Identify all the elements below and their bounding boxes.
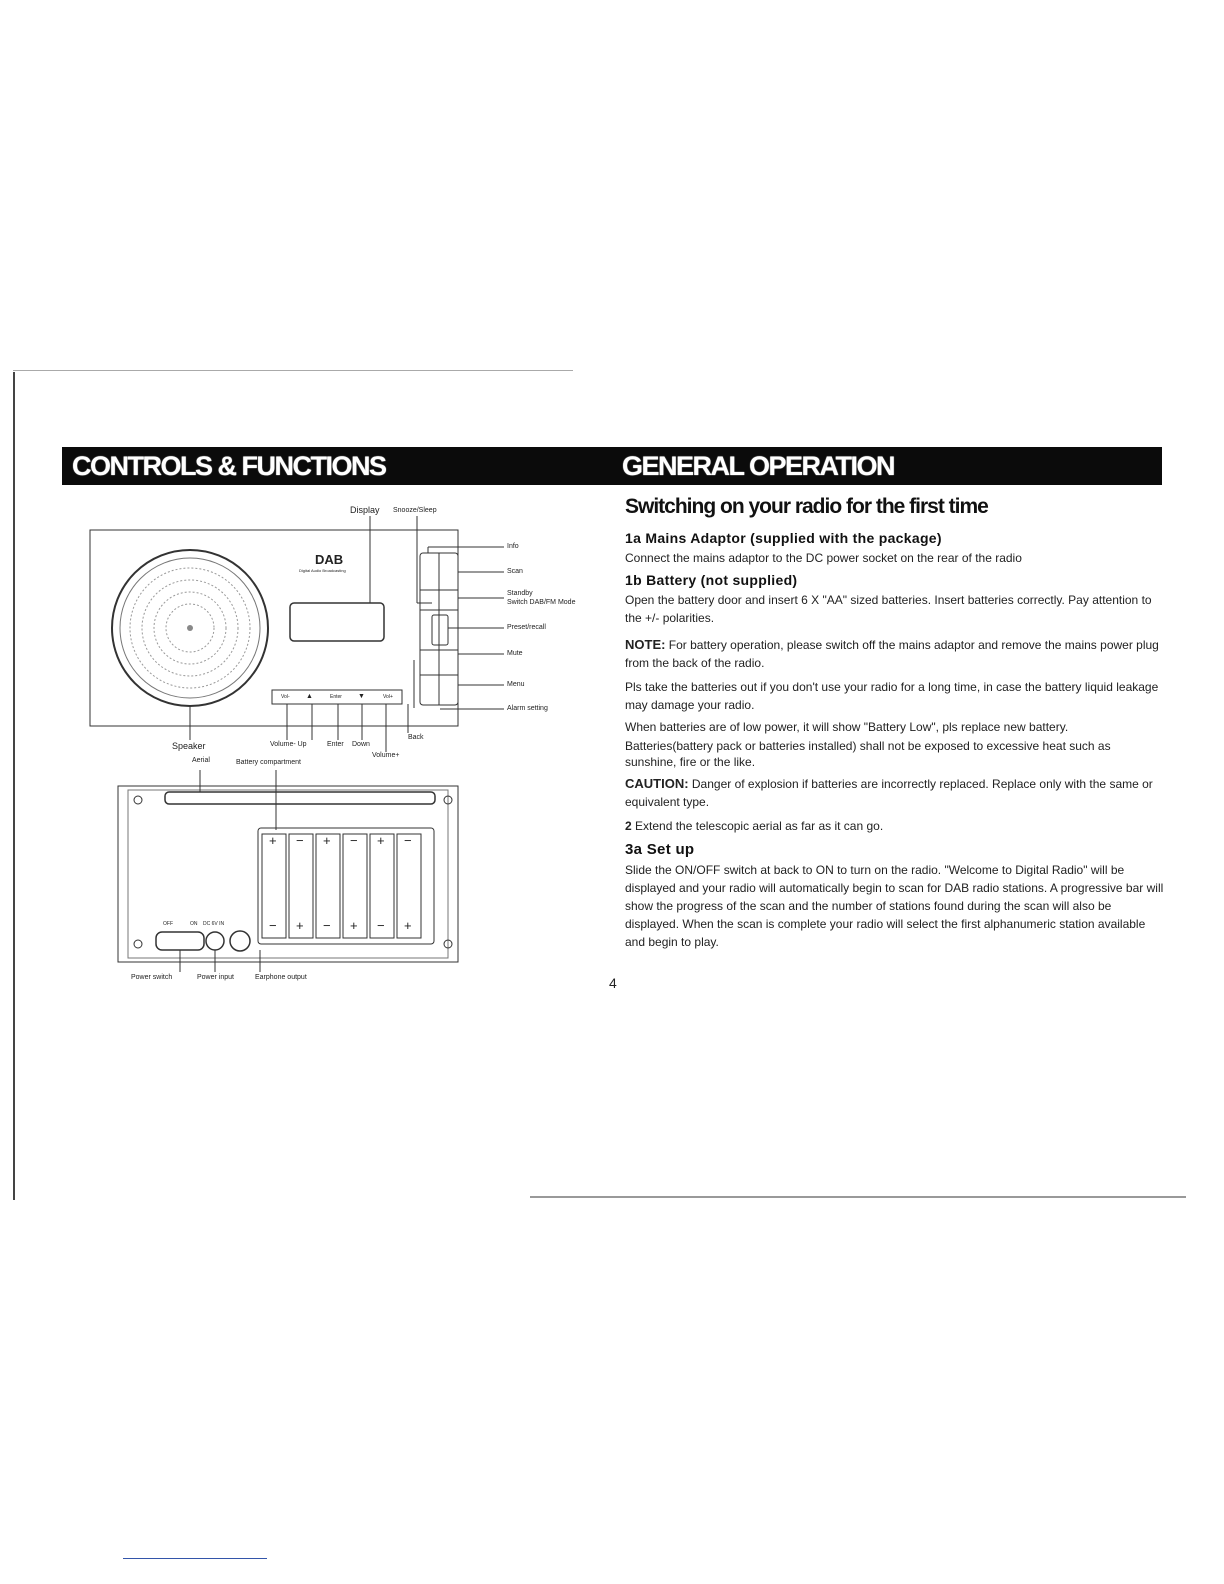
general-operation-banner: GENERAL OPERATION <box>612 447 1162 485</box>
text-take-out-batteries: Pls take the batteries out if you don't use your radio for a long time, in case the battery liquid leakage may damage your radio. <box>625 680 1159 712</box>
rear-panel <box>118 786 458 962</box>
label-scan: Scan <box>507 568 523 575</box>
label-down: Down <box>352 741 370 748</box>
battery-sign: − <box>350 833 358 848</box>
text-low-power: When batteries are of low power, it will show "Battery Low", pls replace new battery. <box>625 720 1069 734</box>
step-2-number: 2 <box>625 819 632 833</box>
page-number: 4 <box>609 975 617 991</box>
key-vol-minus: Vol- <box>281 694 290 700</box>
label-back: Back <box>408 734 424 741</box>
note-text: For battery operation, please switch off the mains adaptor and remove the mains power plug from the back of the radio. <box>625 638 1159 670</box>
caution-text: Danger of explosion if batteries are incorrectly replaced. Replace only with the same or equivalent type. <box>625 777 1153 809</box>
heading-set-up: 3a Set up <box>625 841 695 858</box>
label-alarm-setting: Alarm setting <box>507 705 548 712</box>
rear-label-off: OFF <box>163 921 173 927</box>
display-window <box>290 603 384 641</box>
label-aerial: Aerial <box>192 757 210 764</box>
note-paragraph <box>625 636 1165 672</box>
text-set-up: Slide the ON/OFF switch at back to ON to turn on the radio. "Welcome to Digital Radio" will be displayed and your radio will automatically begin to scan for DAB radio stations. A progressive bar will show the progress of the scan and the number of stations found during the scan will also be displayed. When the scan is complete your radio will select the first alphanumeric station available and begin to play. <box>625 863 1164 949</box>
label-volume-up: Volume- Up <box>270 741 307 748</box>
key-up: ▲ <box>306 693 313 700</box>
label-power-switch: Power switch <box>131 974 173 981</box>
power-input-socket <box>206 932 224 950</box>
battery-sign: + <box>350 918 358 933</box>
label-enter: Enter <box>327 741 344 748</box>
text-heat-warning: Batteries(battery pack or batteries installed) shall not be exposed to excessive heat such as sunshine, fire or the like. <box>625 739 1111 769</box>
text-battery: Open the battery door and insert 6 X "AA" sized batteries. Insert batteries correctly. Pay attention to the +/- polarities. <box>625 593 1152 625</box>
caution-paragraph <box>625 775 1165 811</box>
note-label: NOTE: <box>625 637 666 652</box>
aerial <box>165 792 435 804</box>
label-battery-compartment: Battery compartment <box>236 759 301 766</box>
earphone-socket <box>230 931 250 951</box>
power-switch <box>156 932 204 950</box>
section-title: Switching on your radio for the first time <box>625 495 988 518</box>
key-vol-plus: Vol+ <box>383 694 393 700</box>
controls-functions-banner: CONTROLS & FUNCTIONS <box>62 447 622 485</box>
text-mains-adaptor: Connect the mains adaptor to the DC power socket on the rear of the radio <box>625 551 1022 565</box>
dab-logo-subtitle: Digital Audio Broadcasting <box>299 568 346 573</box>
label-earphone-output: Earphone output <box>255 974 307 981</box>
battery-sign: + <box>404 918 412 933</box>
label-display: Display <box>350 505 380 515</box>
step-2-paragraph <box>625 817 1165 835</box>
battery-sign: − <box>296 833 304 848</box>
battery-sign: + <box>377 833 385 848</box>
battery-sign: − <box>377 918 385 933</box>
key-enter: Enter <box>330 694 342 700</box>
label-snooze-sleep: Snooze/Sleep <box>393 507 437 514</box>
label-info: Info <box>507 543 519 550</box>
label-mute: Mute <box>507 650 523 657</box>
rear-label-on: ON <box>190 921 198 927</box>
label-volume-plus: Volume+ <box>372 752 400 759</box>
label-switch-mode: Switch DAB/FM Mode <box>507 599 576 606</box>
label-standby: Standby <box>507 590 533 597</box>
heading-mains-adaptor: 1a Mains Adaptor (supplied with the package) <box>625 530 942 546</box>
front-panel <box>90 530 458 726</box>
battery-sign: − <box>269 918 277 933</box>
rear-label-dc-in: DC 6V IN <box>203 921 225 927</box>
battery-sign: + <box>296 918 304 933</box>
key-down: ▼ <box>358 693 365 700</box>
label-preset-recall: Preset/recall <box>507 624 546 631</box>
battery-sign: − <box>404 833 412 848</box>
step-2-text: Extend the telescopic aerial as far as it can go. <box>635 819 884 833</box>
label-power-input: Power input <box>197 974 234 981</box>
battery-sign: + <box>323 833 331 848</box>
dab-logo: DAB <box>315 552 344 567</box>
label-menu: Menu <box>507 681 525 688</box>
battery-sign: + <box>269 833 277 848</box>
caution-label: CAUTION: <box>625 776 689 791</box>
general-operation-content <box>625 495 1165 951</box>
battery-sign: − <box>323 918 331 933</box>
label-speaker: Speaker <box>172 741 206 751</box>
heading-battery: 1b Battery (not supplied) <box>625 572 798 588</box>
